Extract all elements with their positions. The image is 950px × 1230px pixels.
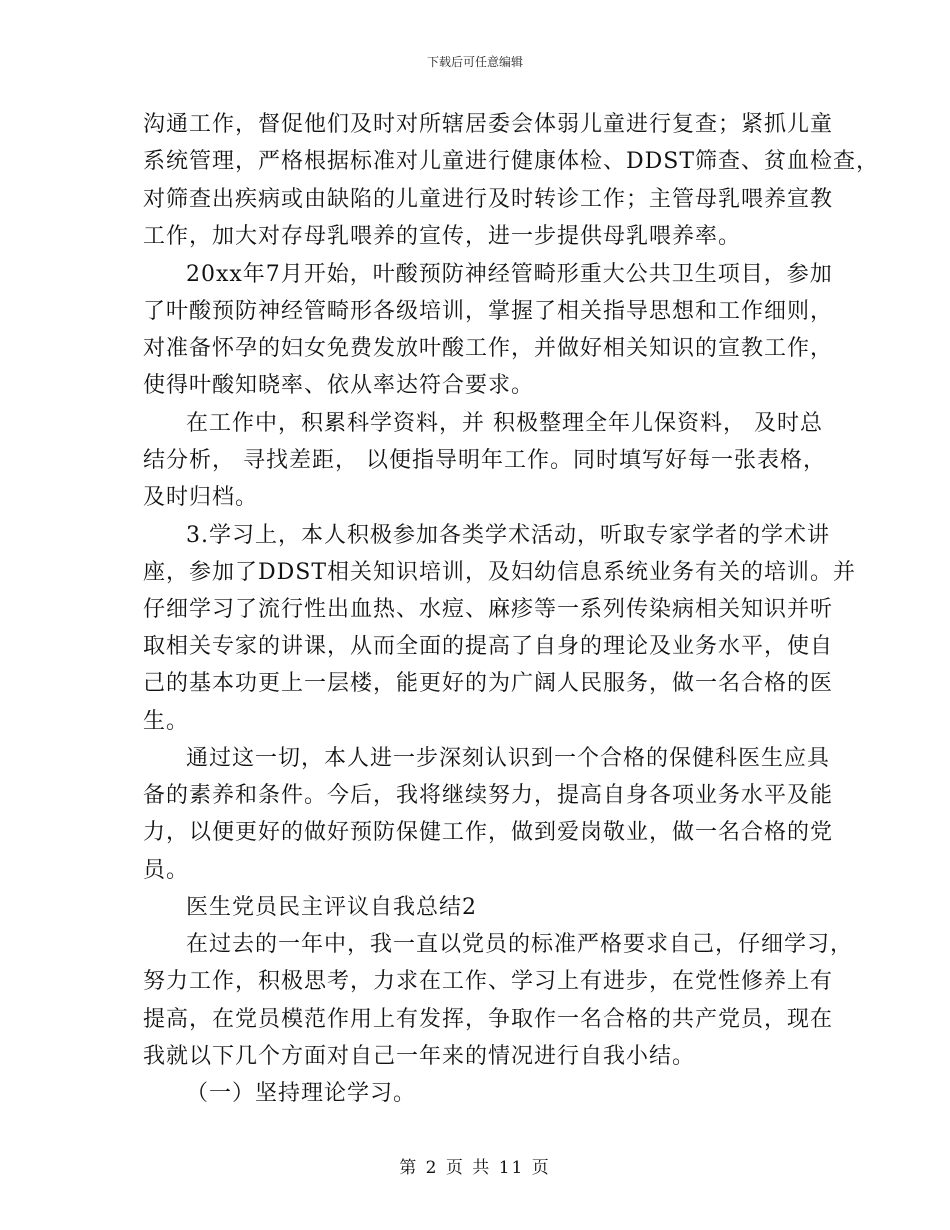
text-line: 员。: [143, 858, 190, 883]
text-line: 生。: [143, 709, 190, 734]
text-line: 己的基本功更上一层楼，能更好的为广阔人民服务，做一名合格的医: [143, 671, 834, 696]
text-line: 提高，在党员模范作用上有发挥，争取作一名合格的共产党员，现在: [143, 1007, 834, 1032]
text-line: 沟通工作，督促他们及时对所辖居委会体弱儿童进行复查；紧抓儿童: [143, 112, 834, 137]
text-line: 取相关专家的讲课，从而全面的提高了自身的理论及业务水平，使自: [143, 634, 834, 659]
section-heading: 医生党员民主评议自我总结2: [186, 895, 477, 920]
text-line: 工作，加大对存母乳喂养的宣传，进一步提供母乳喂养率。: [143, 224, 742, 249]
text-line: 在过去的一年中，我一直以党员的标准严格要求自己，仔细学习，: [186, 932, 854, 957]
text-line: 结分析， 寻找差距， 以便指导明年工作。同时填写好每一张表格，: [143, 448, 826, 473]
header-note: 下载后可任意编辑: [426, 55, 523, 69]
text-line: 系统管理，严格根据标准对儿童进行健康体检、DDST筛查、贫血检查，: [143, 149, 880, 174]
text-line: 仔细学习了流行性出血热、水痘、麻疹等一系列传染病相关知识并听: [143, 597, 834, 622]
text-line: 座，参加了DDST相关知识培训，及妇幼信息系统业务有关的培训。并: [143, 560, 857, 585]
text-line: 备的素养和条件。今后，我将继续努力，提高自身各项业务水平及能: [143, 783, 834, 808]
text-line: 对准备怀孕的妇女免费发放叶酸工作，并做好相关知识的宣教工作，: [143, 336, 834, 361]
text-line: 通过这一切，本人进一步深刻认识到一个合格的保健科医生应具: [186, 746, 831, 771]
text-line: 及时归档。: [143, 485, 259, 510]
text-line: 使得叶酸知晓率、依从率达符合要求。: [143, 373, 535, 398]
text-line: 了叶酸预防神经管畸形各级培训，掌握了相关指导思想和工作细则，: [143, 299, 834, 324]
text-line: 力，以便更好的做好预防保健工作，做到爱岗敬业，做一名合格的党: [143, 820, 834, 845]
page-number: 第 2 页 共 11 页: [399, 1158, 551, 1178]
text-line: 3.学习上，本人积极参加各类学术活动，听取专家学者的学术讲: [186, 523, 830, 548]
subsection-heading: （一）坚持理论学习。: [186, 1081, 417, 1106]
text-line: 对筛查出疾病或由缺陷的儿童进行及时转诊工作；主管母乳喂养宣教: [143, 187, 834, 212]
text-line: 在工作中，积累科学资料，并 积极整理全年儿保资料， 及时总: [186, 411, 823, 436]
text-line: 我就以下几个方面对自己一年来的情况进行自我小结。: [143, 1044, 696, 1069]
text-line: 20xx年7月开始，叶酸预防神经管畸形重大公共卫生项目，参加: [186, 262, 833, 287]
text-line: 努力工作，积极思考，力求在工作、学习上有进步，在党性修养上有: [143, 969, 834, 994]
